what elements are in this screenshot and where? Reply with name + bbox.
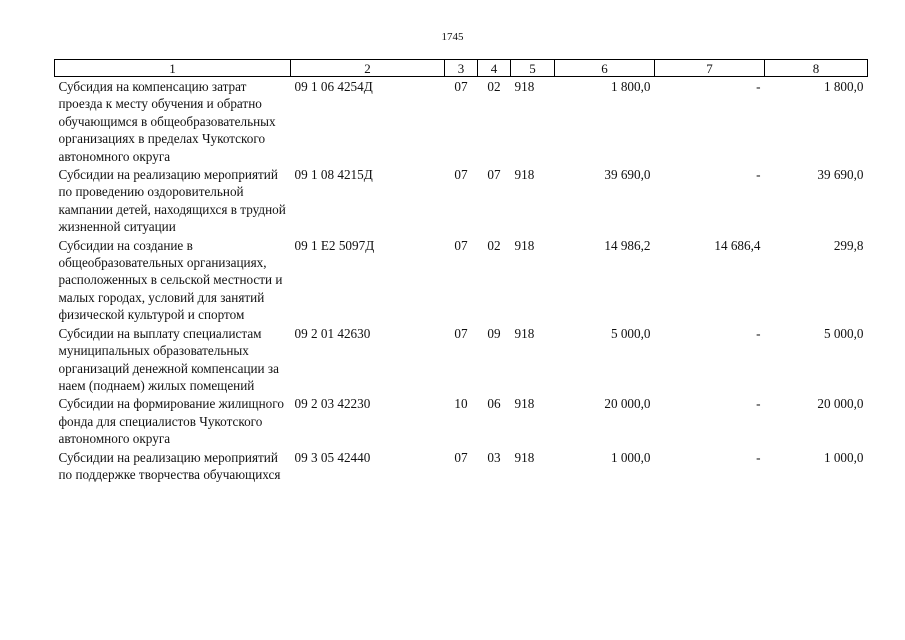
- subsection-code: 07: [487, 167, 501, 183]
- table-row: [55, 324, 868, 395]
- section-code: 10: [454, 396, 468, 412]
- subsidy-name: Субсидия на компенсацию затрат проезда к месту обучения и обратно обучающимся в общеобразовательных организациях в пределах Чукотского автономного округа: [58, 79, 276, 164]
- column-header-4: 4: [478, 60, 511, 77]
- header-row: [55, 60, 868, 77]
- amount-federal: -: [756, 167, 761, 183]
- column-header-6: 6: [555, 60, 655, 77]
- column-header-1: 1: [55, 60, 291, 77]
- subsidy-name: Субсидии на создание в общеобразовательных организациях, расположенных в сельской местности и малых городах, условий для занятий физической культурой и спортом: [58, 237, 283, 323]
- amount-federal: -: [756, 449, 761, 465]
- budget-table: [54, 59, 868, 483]
- budget-code: 09 2 03 42230: [294, 396, 371, 412]
- amount-total: 5 000,0: [610, 325, 651, 341]
- amount-regional: 1 000,0: [823, 449, 864, 465]
- column-header-2: 2: [291, 60, 445, 77]
- amount-total: 39 690,0: [604, 167, 651, 183]
- subsidy-name: Субсидии на реализацию мероприятий по проведению оздоровительной кампании детей, находящихся в трудной жизненной ситуации: [58, 167, 286, 235]
- amount-federal: -: [756, 79, 761, 94]
- budget-code: 09 1 Е2 5097Д: [294, 237, 375, 253]
- table-row: [55, 165, 868, 236]
- administrator-code: 918: [514, 449, 535, 465]
- amount-total: 14 986,2: [604, 237, 651, 253]
- subsection-code: 09: [487, 325, 501, 341]
- budget-code: 09 1 06 4254Д: [294, 79, 373, 94]
- subsidy-name: Субсидии на выплату специалистам муниципальных образовательных организаций денежной компенсации за наем (поднаем) жилых помещений: [58, 325, 279, 393]
- budget-code: 09 1 08 4215Д: [294, 167, 373, 183]
- amount-federal: 14 686,4: [714, 237, 761, 253]
- column-header-5: 5: [511, 60, 555, 77]
- budget-code: 09 2 01 42630: [294, 325, 371, 341]
- table-row: [55, 77, 868, 166]
- section-code: 07: [454, 167, 468, 183]
- amount-total: 20 000,0: [604, 396, 651, 412]
- amount-regional: 5 000,0: [823, 325, 864, 341]
- amount-total: 1 800,0: [610, 79, 651, 94]
- table-row: [55, 236, 868, 324]
- administrator-code: 918: [514, 325, 535, 341]
- page-number: 1745: [441, 31, 464, 43]
- amount-total: 1 000,0: [610, 449, 651, 465]
- subsidy-name: Субсидии на реализацию мероприятий по поддержке творчества обучающихся: [58, 449, 281, 482]
- budget-code: 09 3 05 42440: [294, 449, 371, 465]
- administrator-code: 918: [514, 237, 535, 253]
- amount-regional: 1 800,0: [823, 79, 864, 94]
- subsection-code: 02: [487, 79, 501, 94]
- subsection-code: 02: [487, 237, 501, 253]
- column-header-8: 8: [765, 60, 868, 77]
- subsidy-name: Субсидии на формирование жилищного фонда для специалистов Чукотского автономного округа: [58, 396, 284, 447]
- subsection-code: 03: [487, 449, 501, 465]
- section-code: 07: [454, 325, 468, 341]
- section-code: 07: [454, 237, 468, 253]
- amount-federal: -: [756, 325, 761, 341]
- table-row: [55, 448, 868, 484]
- administrator-code: 918: [514, 79, 535, 94]
- administrator-code: 918: [514, 396, 535, 412]
- section-code: 07: [454, 79, 468, 94]
- column-header-3: 3: [445, 60, 478, 77]
- administrator-code: 918: [514, 167, 535, 183]
- table-row: [55, 394, 868, 447]
- section-code: 07: [454, 449, 468, 465]
- amount-regional: 20 000,0: [817, 396, 864, 412]
- subsection-code: 06: [487, 396, 501, 412]
- amount-federal: -: [756, 396, 761, 412]
- column-header-7: 7: [655, 60, 765, 77]
- amount-regional: 39 690,0: [817, 167, 864, 183]
- amount-regional: 299,8: [833, 237, 864, 253]
